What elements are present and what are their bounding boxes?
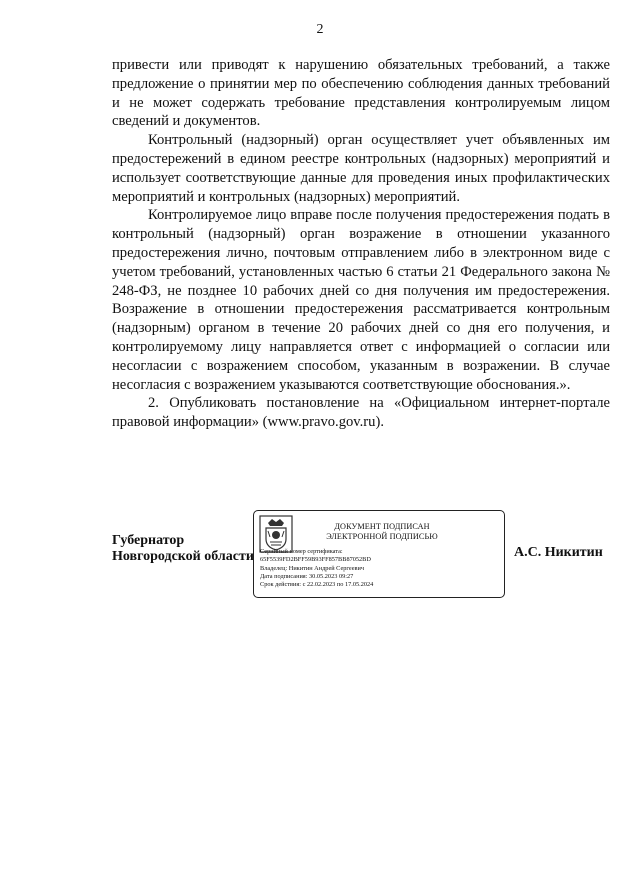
certificate-serial: 65F5539FD2BFF59B93FF857BB87052BD (260, 556, 371, 564)
stamp-header-line-1: ДОКУМЕНТ ПОДПИСАН (334, 522, 430, 531)
signing-date: Дата подписания: 30.05.2023 09:27 (260, 572, 354, 580)
signer-position-line-2: Новгородской области (112, 549, 254, 564)
electronic-signature-stamp (253, 510, 505, 598)
stamp-details (260, 548, 500, 589)
signer-name: А.С. Никитин (514, 545, 603, 560)
stamp-header (296, 522, 468, 542)
certificate-owner: Владелец: Никитин Андрей Сергеевич (260, 564, 365, 572)
signer-position (112, 533, 254, 565)
paragraph-3: Контролируемое лицо вправе после получения предостережения подать в контрольный (надзорный) орган возражение в отношении указанного предостережения лично, почтовым отправлением либо в электронном виде с учетом требований, установленных частью 6 статьи 21 Федерального закона № 248-ФЗ, не позднее 10 рабочих дней со дня получения им предостережения. Возражение в отношении предостережения рассматривается контрольным (надзорным) органом в течение 20 рабочих дней со дня его получения, и контролируемому лицу направляется ответ с информацией о согласии или несогласии с возражением способом, указанным в возражении. В случае несогласия с возражением указываются соответствующие обоснования.». (112, 207, 610, 393)
page-number: 2 (316, 22, 324, 37)
document-body (112, 56, 610, 432)
paragraph-2: Контрольный (надзорный) орган осуществляет учет объявленных им предостережений в едином реестре контрольных (надзорных) мероприятий и использует соответствующие данные для проведения иных профилактических мероприятий и контрольных (надзорных) мероприятий. (112, 132, 610, 205)
certificate-label: Серийный номер сертификата: (260, 548, 343, 555)
signer-position-line-1: Губернатор (112, 533, 185, 548)
certificate-validity: Срок действия: с 22.02.2023 по 17.05.2024 (260, 581, 374, 589)
stamp-header-line-2: ЭЛЕКТРОННОЙ ПОДПИСЬЮ (326, 532, 438, 541)
paragraph-4: 2. Опубликовать постановление на «Официальном интернет-портале правовой информации» (www.pravo.gov.ru). (112, 395, 610, 431)
paragraph-1: привести или приводят к нарушению обязательных требований, а также предложение о принятии мер по обеспечению соблюдения данных требований и не может содержать требование представления контролируемым лицом сведений и документов. (112, 57, 610, 130)
